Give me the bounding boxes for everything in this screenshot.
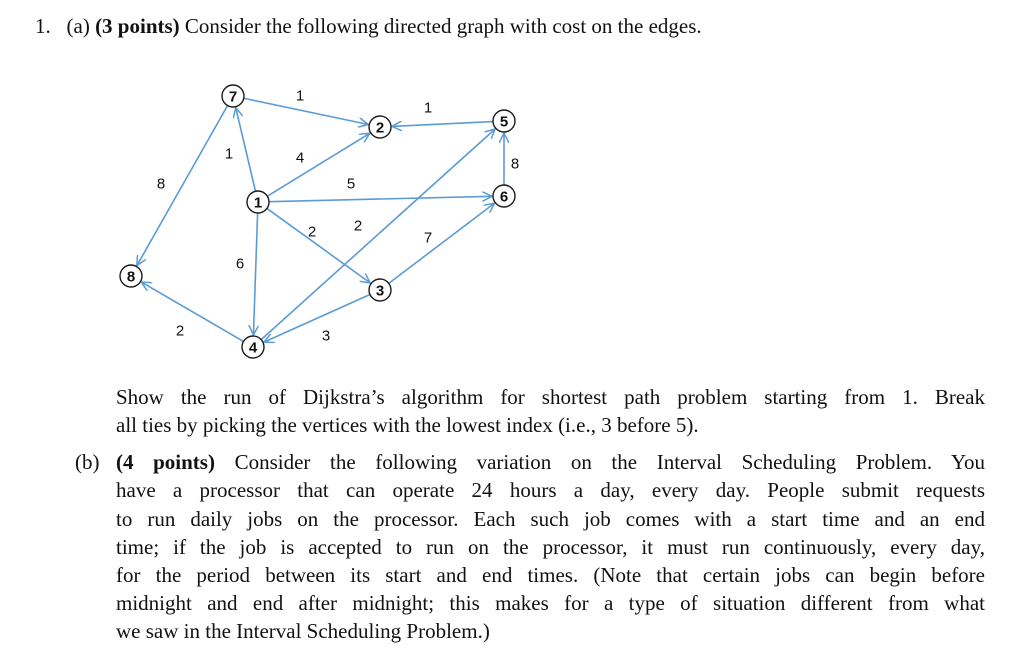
node-label-3: 3 (375, 282, 385, 300)
edge-weight-1-to-7: 1 (224, 145, 234, 163)
node-label-7: 7 (228, 88, 238, 106)
part-a-text-2: all ties by picking the vertices with the lowest index (i.e., 3 before 5). (116, 413, 699, 437)
edge-weight-7-to-2: 1 (295, 87, 305, 105)
node-label-5: 5 (499, 113, 509, 131)
graph-node-7 (222, 85, 244, 107)
edge-weight-1-to-3: 2 (353, 217, 363, 235)
part-b-line-1: Consider the following variation on the Interval Scheduling Problem. You (234, 450, 986, 474)
graph-node-2 (369, 116, 391, 138)
edge-weight-7-to-8: 8 (156, 175, 166, 193)
part-b-line: midnight and end after midnight; this makes for a type of situation different from what (116, 591, 985, 615)
part-b-line: we saw in the Interval Scheduling Problem.) (116, 619, 490, 643)
edge-1-to-4 (253, 213, 257, 335)
edge-weight-1-to-6: 2 (307, 223, 317, 241)
part-a-label: (a) (66, 14, 90, 38)
edge-weight-3-to-6: 7 (423, 229, 433, 247)
problem-number: 1. (35, 14, 51, 38)
edge-7-to-2 (244, 98, 368, 124)
edge-weight-4-to-8: 2 (175, 322, 185, 340)
edge-4-to-8 (141, 282, 243, 341)
edge-weight-1-to-4: 6 (235, 255, 245, 273)
node-label-4: 4 (248, 339, 258, 357)
graph-node-6 (493, 185, 515, 207)
node-label-6: 6 (499, 188, 509, 206)
node-label-8: 8 (126, 268, 136, 286)
graph-node-8 (120, 265, 142, 287)
part-a-text-1: Show the run of Dijkstra’s algorithm for shortest path problem starting from 1. Break (116, 385, 985, 409)
graph-node-5 (493, 110, 515, 132)
graph-node-1 (247, 191, 269, 213)
edge-weight-6-to-5: 8 (510, 155, 520, 173)
edge-3-to-6 (389, 203, 495, 283)
edge-3-to-4 (264, 295, 370, 343)
node-label-1: 1 (253, 194, 263, 212)
node-label-2: 2 (375, 119, 385, 137)
edge-1-to-6 (269, 196, 492, 201)
edge-weight-5-to-2: 1 (423, 99, 433, 117)
part-b-line: to run daily jobs on the processor. Each such job comes with a start time and an end (116, 507, 985, 531)
part-b-first-line (116, 448, 985, 476)
part-a-intro: Consider the following directed graph with cost on the edges. (184, 14, 702, 38)
part-b-line: time; if the job is accepted to run on the processor, it must run continuously, every day, (116, 535, 985, 559)
edge-weight-1-to-2: 4 (295, 149, 305, 167)
graph-node-4 (242, 336, 264, 358)
edge-5-to-2 (392, 122, 493, 127)
edge-weight-3-to-4: 3 (321, 327, 331, 345)
edge-weight-4-to-5: 5 (346, 175, 356, 193)
part-b-line: for the period between its start and end times. (Note that certain jobs can begin before (116, 563, 985, 587)
edge-7-to-8 (137, 106, 228, 266)
part-b-label: (b) (75, 450, 100, 474)
edge-1-to-7 (236, 108, 256, 192)
part-a-points: (3 points) (95, 14, 180, 38)
part-b-line: have a processor that can operate 24 hours a day, every day. People submit requests (116, 478, 985, 502)
graph-node-3 (369, 279, 391, 301)
part-b-points: (4 points) (116, 450, 215, 474)
